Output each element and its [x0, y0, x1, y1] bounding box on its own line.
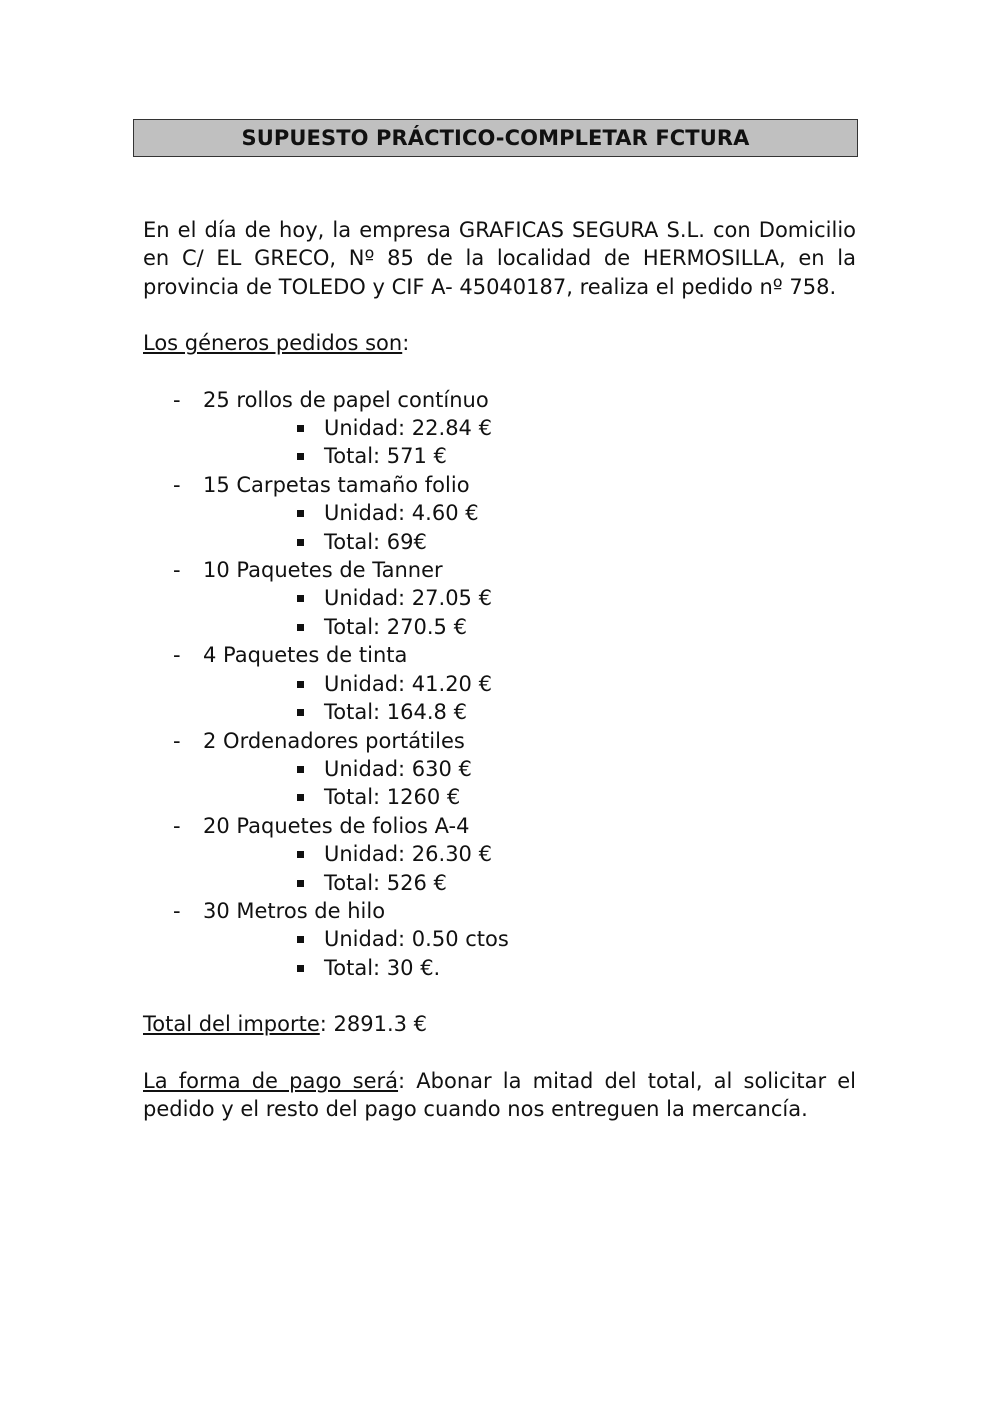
square-bullet-icon — [297, 595, 304, 602]
dash-marker: - — [173, 898, 181, 923]
item-name: 10 Paquetes de Tanner — [203, 558, 443, 583]
square-bullet-icon — [297, 425, 304, 432]
item-total: Total: 1260 € — [324, 785, 461, 810]
item-total-row — [143, 442, 856, 470]
square-bullet-icon — [297, 510, 304, 517]
square-bullet-icon — [297, 453, 304, 460]
item-total: Total: 526 € — [324, 870, 447, 895]
item-unit-row — [143, 499, 856, 527]
genres-colon: : — [402, 331, 410, 356]
item-total: Total: 270.5 € — [324, 614, 467, 639]
item-total-row — [143, 783, 856, 811]
document-body — [143, 216, 856, 1123]
item-name-row — [143, 812, 856, 840]
item-unit-price: Unidad: 27.05 € — [324, 586, 492, 611]
item-total-row — [143, 698, 856, 726]
intro-line-2: en C/ EL GRECO, Nº 85 de la localidad de HERMOSILLA, en la — [143, 246, 856, 271]
dash-marker: - — [173, 387, 181, 412]
item-unit-row — [143, 414, 856, 442]
item-name-row — [143, 727, 856, 755]
order-item — [143, 812, 856, 897]
item-unit-row — [143, 840, 856, 868]
item-total-row — [143, 528, 856, 556]
item-name-row — [143, 386, 856, 414]
dash-marker: - — [173, 728, 181, 753]
payment-text: : Abonar la mitad del total, al solicitar el pedido y el resto del pago cuando nos entreguen la mercancía. — [143, 1068, 857, 1121]
dash-marker: - — [173, 472, 181, 497]
total-label: Total del importe — [143, 1012, 320, 1037]
order-item — [143, 386, 856, 471]
item-total: Total: 69€ — [324, 529, 427, 554]
square-bullet-icon — [297, 539, 304, 546]
square-bullet-icon — [297, 624, 304, 631]
item-name-row — [143, 471, 856, 499]
square-bullet-icon — [297, 965, 304, 972]
item-unit-row — [143, 670, 856, 698]
item-name-row — [143, 556, 856, 584]
dash-marker: - — [173, 813, 181, 838]
order-item — [143, 641, 856, 726]
item-unit-price: Unidad: 26.30 € — [324, 842, 492, 867]
total-value: : 2891.3 € — [319, 1012, 428, 1037]
item-unit-row — [143, 755, 856, 783]
square-bullet-icon — [297, 794, 304, 801]
item-unit-row — [143, 925, 856, 953]
order-item — [143, 556, 856, 641]
item-name: 20 Paquetes de folios A-4 — [203, 813, 470, 838]
item-unit-price: Unidad: 41.20 € — [324, 671, 492, 696]
square-bullet-icon — [297, 709, 304, 716]
order-item-list — [143, 386, 856, 983]
item-unit-price: Unidad: 0.50 ctos — [324, 927, 509, 952]
dash-marker: - — [173, 558, 181, 583]
order-item — [143, 471, 856, 556]
item-unit-price: Unidad: 22.84 € — [324, 416, 492, 441]
intro-paragraph — [143, 216, 856, 301]
item-name: 30 Metros de hilo — [203, 898, 386, 923]
item-total-row — [143, 954, 856, 982]
payment-method-paragraph — [143, 1067, 856, 1124]
item-name: 15 Carpetas tamaño folio — [203, 472, 470, 497]
document-title: SUPUESTO PRÁCTICO-COMPLETAR FCTURA — [133, 119, 858, 157]
square-bullet-icon — [297, 681, 304, 688]
square-bullet-icon — [297, 766, 304, 773]
item-name: 25 rollos de papel contínuo — [203, 387, 489, 412]
order-item — [143, 897, 856, 982]
square-bullet-icon — [297, 880, 304, 887]
item-name: 2 Ordenadores portátiles — [203, 728, 465, 753]
genres-heading — [143, 329, 856, 357]
intro-line-1: En el día de hoy, la empresa GRAFICAS SEGURA S.L. con Domicilio — [143, 218, 856, 242]
payment-label: La forma de pago será — [143, 1068, 399, 1093]
item-name-row — [143, 897, 856, 925]
dash-marker: - — [173, 643, 181, 668]
item-name: 4 Paquetes de tinta — [203, 643, 408, 668]
item-total: Total: 30 €. — [324, 955, 441, 980]
item-unit-price: Unidad: 630 € — [324, 756, 472, 781]
item-total: Total: 571 € — [324, 444, 447, 469]
total-amount-line — [143, 1010, 856, 1038]
square-bullet-icon — [297, 936, 304, 943]
item-total: Total: 164.8 € — [324, 700, 467, 725]
item-unit-row — [143, 584, 856, 612]
item-unit-price: Unidad: 4.60 € — [324, 501, 479, 526]
item-total-row — [143, 869, 856, 897]
item-total-row — [143, 613, 856, 641]
square-bullet-icon — [297, 851, 304, 858]
order-item — [143, 727, 856, 812]
item-name-row — [143, 641, 856, 669]
intro-line-3: provincia de TOLEDO y CIF A- 45040187, realiza el pedido nº 758. — [143, 274, 837, 299]
genres-label: Los géneros pedidos son — [143, 331, 403, 356]
